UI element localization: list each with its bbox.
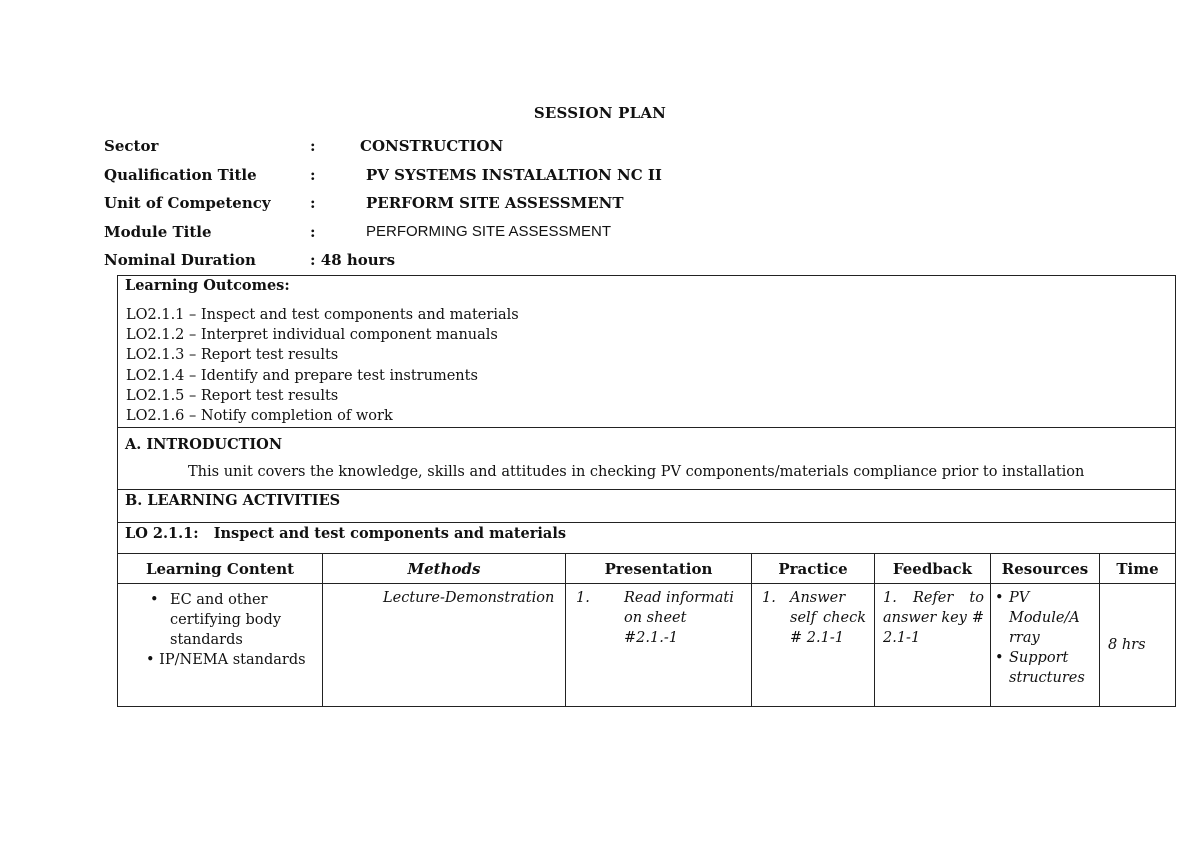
introduction-text: This unit covers the knowledge, skills and attitudes in checking PV components/materials compliance prior to installation — [188, 464, 1085, 481]
learning-outcomes-heading: Learning Outcomes: — [125, 277, 290, 294]
practice-number: 1. — [762, 590, 776, 607]
list-item: LO2.1.5 – Report test results — [126, 387, 339, 404]
methods-cell: Lecture-Demonstration — [323, 584, 566, 707]
learning-outcomes-list — [118, 301, 1175, 427]
meta-colon: : — [310, 165, 316, 184]
resource-item: • Support structures — [995, 648, 1095, 688]
meta-colon: : — [310, 137, 316, 156]
resource-item: • PV Module/A rray — [995, 588, 1095, 648]
table-row — [118, 584, 1176, 707]
meta-label: Nominal Duration — [104, 251, 256, 270]
list-item: LO2.1.4 – Identify and prepare test instruments — [126, 367, 478, 384]
meta-colon: : — [310, 194, 316, 213]
column-header: Resources — [991, 554, 1100, 584]
meta-value: PERFORMING SITE ASSESSMENT — [366, 223, 612, 241]
meta-sector — [104, 132, 662, 161]
document-title: SESSION PLAN — [533, 104, 667, 122]
column-header: Practice — [752, 554, 875, 584]
practice-cell — [752, 584, 875, 707]
meta-label: Sector — [104, 137, 159, 156]
list-item: LO2.1.6 – Notify completion of work — [126, 408, 393, 425]
list-item: LO2.1.2 – Interpret individual component manuals — [126, 327, 498, 344]
feedback-cell: 1. Refer to answer key # 2.1-1 — [875, 584, 991, 707]
column-header: Feedback — [875, 554, 991, 584]
session-meta — [104, 132, 662, 275]
learning-outcomes-section — [118, 276, 1176, 428]
meta-value: PV SYSTEMS INSTALALTION NC II — [366, 165, 662, 184]
column-header: Time — [1100, 554, 1176, 584]
meta-qualification — [104, 161, 662, 190]
meta-colon: : — [310, 222, 316, 241]
introduction-heading: A. INTRODUCTION — [125, 436, 283, 454]
presentation-number: 1. — [576, 590, 590, 607]
learning-activities-section — [118, 490, 1176, 523]
resources-cell — [991, 584, 1100, 707]
practice-text: Answer self check # 2.1-1 — [790, 590, 866, 647]
meta-label: Qualification Title — [104, 165, 257, 184]
meta-label: Unit of Competency — [104, 194, 271, 213]
time-cell: 8 hrs — [1100, 584, 1176, 707]
meta-value: PERFORM SITE ASSESSMENT — [366, 194, 624, 213]
table-header-row — [118, 554, 1176, 584]
meta-value: : 48 hours — [310, 251, 396, 270]
meta-unit — [104, 189, 662, 218]
learning-content-cell — [118, 584, 323, 707]
content-item: • IP/NEMA standards — [146, 652, 306, 669]
meta-label: Module Title — [104, 222, 212, 241]
lo-heading-row — [118, 523, 1176, 554]
column-header: Presentation — [566, 554, 752, 584]
presentation-text: Read informati on sheet #2.1.-1 — [624, 590, 734, 647]
meta-value: CONSTRUCTION — [360, 137, 504, 156]
lo-heading: LO 2.1.1: Inspect and test components and materials — [118, 523, 1176, 554]
list-item: LO2.1.3 – Report test results — [126, 347, 339, 364]
learning-activities-heading: B. LEARNING ACTIVITIES — [118, 490, 1176, 523]
meta-duration — [104, 246, 662, 275]
session-plan-table — [117, 275, 1176, 707]
introduction-section — [118, 428, 1176, 490]
meta-module — [104, 218, 662, 247]
list-item: LO2.1.1 – Inspect and test components and materials — [126, 307, 519, 323]
content-item: • EC and other certifying body standards — [148, 590, 318, 650]
column-header: Methods — [323, 554, 566, 584]
presentation-cell — [566, 584, 752, 707]
column-header: Learning Content — [118, 554, 323, 584]
